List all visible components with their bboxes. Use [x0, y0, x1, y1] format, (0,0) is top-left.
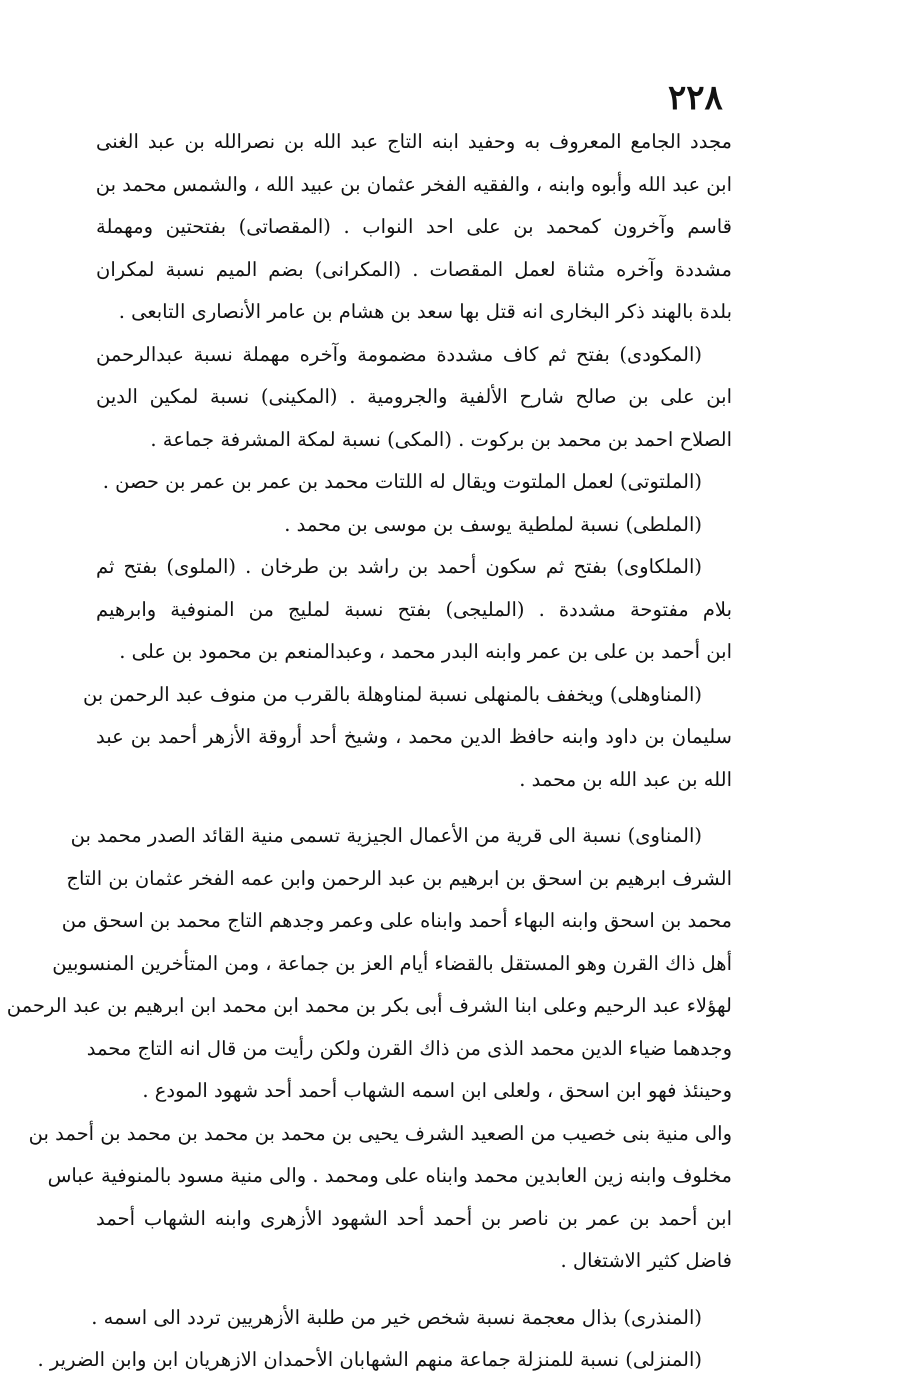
- text-line: (المناوهلى) ويخفف بالمنهلى نسبة لمناوهلة بالقرب من منوف عبد الرحمن بن: [82, 682, 702, 706]
- text-line: الله بن عبد الله بن محمد .: [519, 767, 732, 791]
- text-line: مجدد الجامع المعروف به وحفيد ابنه التاج عبد الله بن نصرالله بن عبد الغنى: [96, 130, 732, 153]
- text-line: وحينئذ فهو ابن اسحق ، ولعلى ابن اسمه الشهاب أحمد أحد شهود المودع .: [142, 1079, 732, 1102]
- text-line: ابن أحمد بن عمر بن ناصر بن أحمد أحد الشهود الأزهرى وابنه الشهاب أحمد: [96, 1206, 732, 1230]
- text-line: (الملكاوى) بفتح ثم سكون أحمد بن راشد بن طرخان . (الملوى) بفتح ثم: [96, 555, 702, 578]
- text-line: فاضل كثير الاشتغال .: [560, 1249, 732, 1272]
- text-line: (المنذرى) بذال معجمة نسبة شخص خير من طلبة الأزهريين تردد الى اسمه .: [91, 1305, 702, 1329]
- text-line: (المنزلى) نسبة للمنزلة جماعة منهم الشهابان الأحمدان الازهريان ابن وابن الضرير .: [37, 1348, 702, 1371]
- text-line: بلدة بالهند ذكر البخارى انه قتل بها سعد بن هشام بن عامر الأنصارى التابعى .: [118, 300, 732, 323]
- text-line: لهؤلاء عبد الرحيم وعلى ابنا الشرف أبى بكر بن محمد ابن محمد ابن ابرهيم بن عبد الرحمن: [6, 994, 732, 1017]
- text-line: (الملتوتى) لعمل الملتوت ويقال له اللتات محمد بن عمر بن عمر بن حصن .: [102, 470, 702, 493]
- text-line: الشرف ابرهيم بن اسحق بن ابرهيم بن عبد الرحمن وابن عمه الفخر عثمان بن التاج: [66, 866, 732, 890]
- text-line: (المناوى) نسبة الى قرية من الأعمال الجيزية تسمى منية القائد الصدر محمد بن: [70, 824, 702, 847]
- text-line: محمد بن اسحق وابنه البهاء أحمد وابناه على وعمر وجدهم التاج محمد بن اسحق من: [61, 909, 732, 932]
- page-number: ٢٢٨: [668, 78, 723, 118]
- text-line: سليمان بن داود وابنه حافظ الدين محمد ، وشيخ أحد أروقة الأزهر أحمد بن عبد: [96, 725, 732, 748]
- text-line: ابن على بن صالح شارح الألفية والجرومية . (المكينى) نسبة لمكين الدين: [96, 385, 732, 408]
- text-line: ابن عبد الله وأبوه وابنه ، والفقيه الفخر عثمان بن عبيد الله ، والشمس محمد بن: [95, 172, 732, 196]
- page-body-text: [6, 121, 732, 1382]
- paragraph-gap: [96, 1283, 732, 1297]
- paragraph-gap: [96, 801, 732, 815]
- text-line: وجدهما ضياء الدين محمد الذى من ذاك القرن ولكن رأيت من قال انه التاج محمد: [86, 1036, 732, 1060]
- text-line: والى منية بنى خصيب من الصعيد الشرف يحيى بن محمد بن محمد بن محمد بن أحمد بن: [28, 1121, 732, 1145]
- text-line: بلام مفتوحة مشددة . (المليجى) بفتح نسبة لمليج من المنوفية وابرهيم: [96, 597, 732, 621]
- text-line: مشددة وآخره مثناة لعمل المقصات . (المكرانى) بضم الميم نسبة لمكران: [96, 257, 732, 281]
- text-line: (الملطى) نسبة لملطية يوسف بن موسى بن محمد .: [284, 512, 702, 536]
- text-line: (المكودى) بفتح ثم كاف مشددة مضمومة وآخره مهملة نسبة عبدالرحمن: [96, 342, 702, 366]
- text-line: ابن أحمد بن على بن عمر وابنه البدر محمد ، وعبدالمنعم بن محمود بن على .: [119, 640, 732, 663]
- text-line: أهل ذاك القرن وهو المستقل بالقضاء أيام العز بن جماعة ، ومن المتأخرين المنسوبين: [52, 951, 732, 975]
- text-line: قاسم وآخرون كمحمد بن على احد النواب . (المقصاتى) بفتحتين ومهملة: [96, 215, 732, 238]
- text-line: مخلوف وابنه زين العابدين محمد وابناه على ومحمد . والى منية مسود بالمنوفية عباس: [47, 1164, 732, 1187]
- text-line: الصلاح احمد بن محمد بن بركوت . (المكى) نسبة لمكة المشرفة جماعة .: [150, 427, 732, 451]
